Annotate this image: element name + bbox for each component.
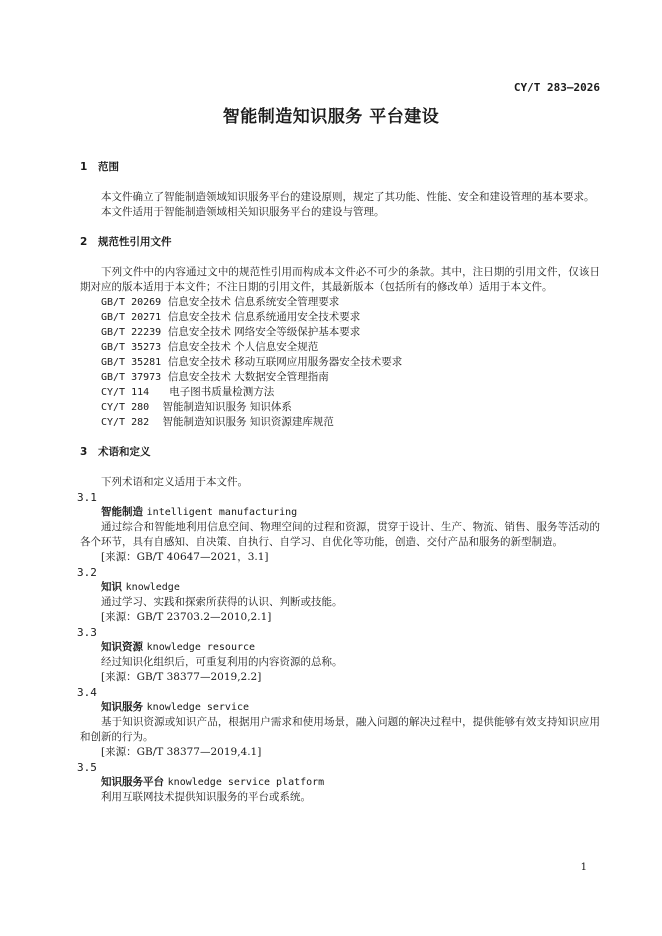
reference-item: GB/T 22239 信息安全技术 网络安全等级保护基本要求	[101, 326, 361, 338]
term-number: 3.1	[77, 491, 97, 504]
reference-item: GB/T 35281 信息安全技术 移动互联网应用服务器安全技术要求	[101, 356, 403, 368]
term-number: 3.5	[77, 761, 97, 774]
document-body	[77, 160, 600, 805]
paragraph: 下列术语和定义适用于本文件。	[101, 476, 248, 488]
section-title: 术语和定义	[98, 446, 151, 458]
standard-number: CY/T 283—2026	[513, 81, 600, 94]
term-source: [来源：GB/T 23703.2—2010,2.1]	[101, 611, 272, 623]
reference-item: GB/T 35273 信息安全技术 个人信息安全规范	[101, 341, 319, 353]
term-name: 智能制造 intelligent manufacturing	[101, 506, 298, 518]
section-number: 3	[80, 446, 88, 458]
term-number: 3.4	[77, 686, 97, 699]
term-number: 3.3	[77, 626, 97, 639]
reference-item: GB/T 37973 信息安全技术 大数据安全管理指南	[101, 371, 329, 383]
term-name: 知识 knowledge	[101, 581, 180, 593]
section-number: 2	[80, 236, 88, 248]
section-title: 规范性引用文件	[98, 236, 172, 248]
page-number: 1	[580, 862, 587, 873]
section-3-heading	[80, 445, 600, 460]
section-title: 范围	[98, 161, 119, 173]
paragraph: 本文件适用于智能制造领域相关知识服务平台的建设与管理。	[101, 206, 385, 218]
term-name: 知识服务平台 knowledge service platform	[101, 776, 325, 788]
document-title: 智能制造知识服务 平台建设	[222, 107, 440, 127]
reference-item: CY/T 282 智能制造知识服务 知识资源建库规范	[101, 416, 334, 428]
term-definition: 通过学习、实践和探索所获得的认识、判断或技能。	[101, 596, 343, 608]
reference-item: CY/T 114 电子图书质量检测方法	[101, 386, 275, 398]
reference-item: GB/T 20271 信息安全技术 信息系统通用安全技术要求	[101, 311, 361, 323]
section-1-heading	[80, 160, 600, 175]
term-definition: 经过知识化组织后，可重复利用的内容资源的总称。	[101, 656, 343, 668]
term-source: [来源：GB/T 38377—2019,4.1]	[101, 746, 262, 758]
paragraph: 下列文件中的内容通过文中的规范性引用而构成本文件必不可少的条款。其中，注日期的引用文件，仅该日期对应的版本适用于本文件；不注日期的引用文件，其最新版本（包括所有的修改单）适用于本文件。	[80, 266, 600, 293]
section-2-heading	[80, 235, 600, 250]
term-number: 3.2	[77, 566, 97, 579]
term-source: [来源：GB/T 40647—2021，3.1]	[101, 551, 269, 563]
reference-item: CY/T 280 智能制造知识服务 知识体系	[101, 401, 292, 413]
reference-item: GB/T 20269 信息安全技术 信息系统安全管理要求	[101, 296, 340, 308]
section-number: 1	[80, 161, 88, 173]
term-source: [来源：GB/T 38377—2019,2.2]	[101, 671, 262, 683]
paragraph: 本文件确立了智能制造领域知识服务平台的建设原则，规定了其功能、性能、安全和建设管理的基本要求。	[101, 191, 595, 203]
term-definition: 利用互联网技术提供知识服务的平台或系统。	[101, 791, 311, 803]
term-name: 知识资源 knowledge resource	[101, 641, 256, 653]
term-definition: 通过综合和智能地利用信息空间、物理空间的过程和资源，贯穿于设计、生产、物流、销售、服务等活动的各个环节，具有自感知、自决策、自执行、自学习、自优化等功能，创造、交付产品和服务的新型制造。	[80, 521, 600, 548]
term-name: 知识服务 knowledge service	[101, 701, 250, 713]
term-definition: 基于知识资源或知识产品，根据用户需求和使用场景，融入问题的解决过程中，提供能够有效支持知识应用和创新的行为。	[80, 716, 600, 743]
